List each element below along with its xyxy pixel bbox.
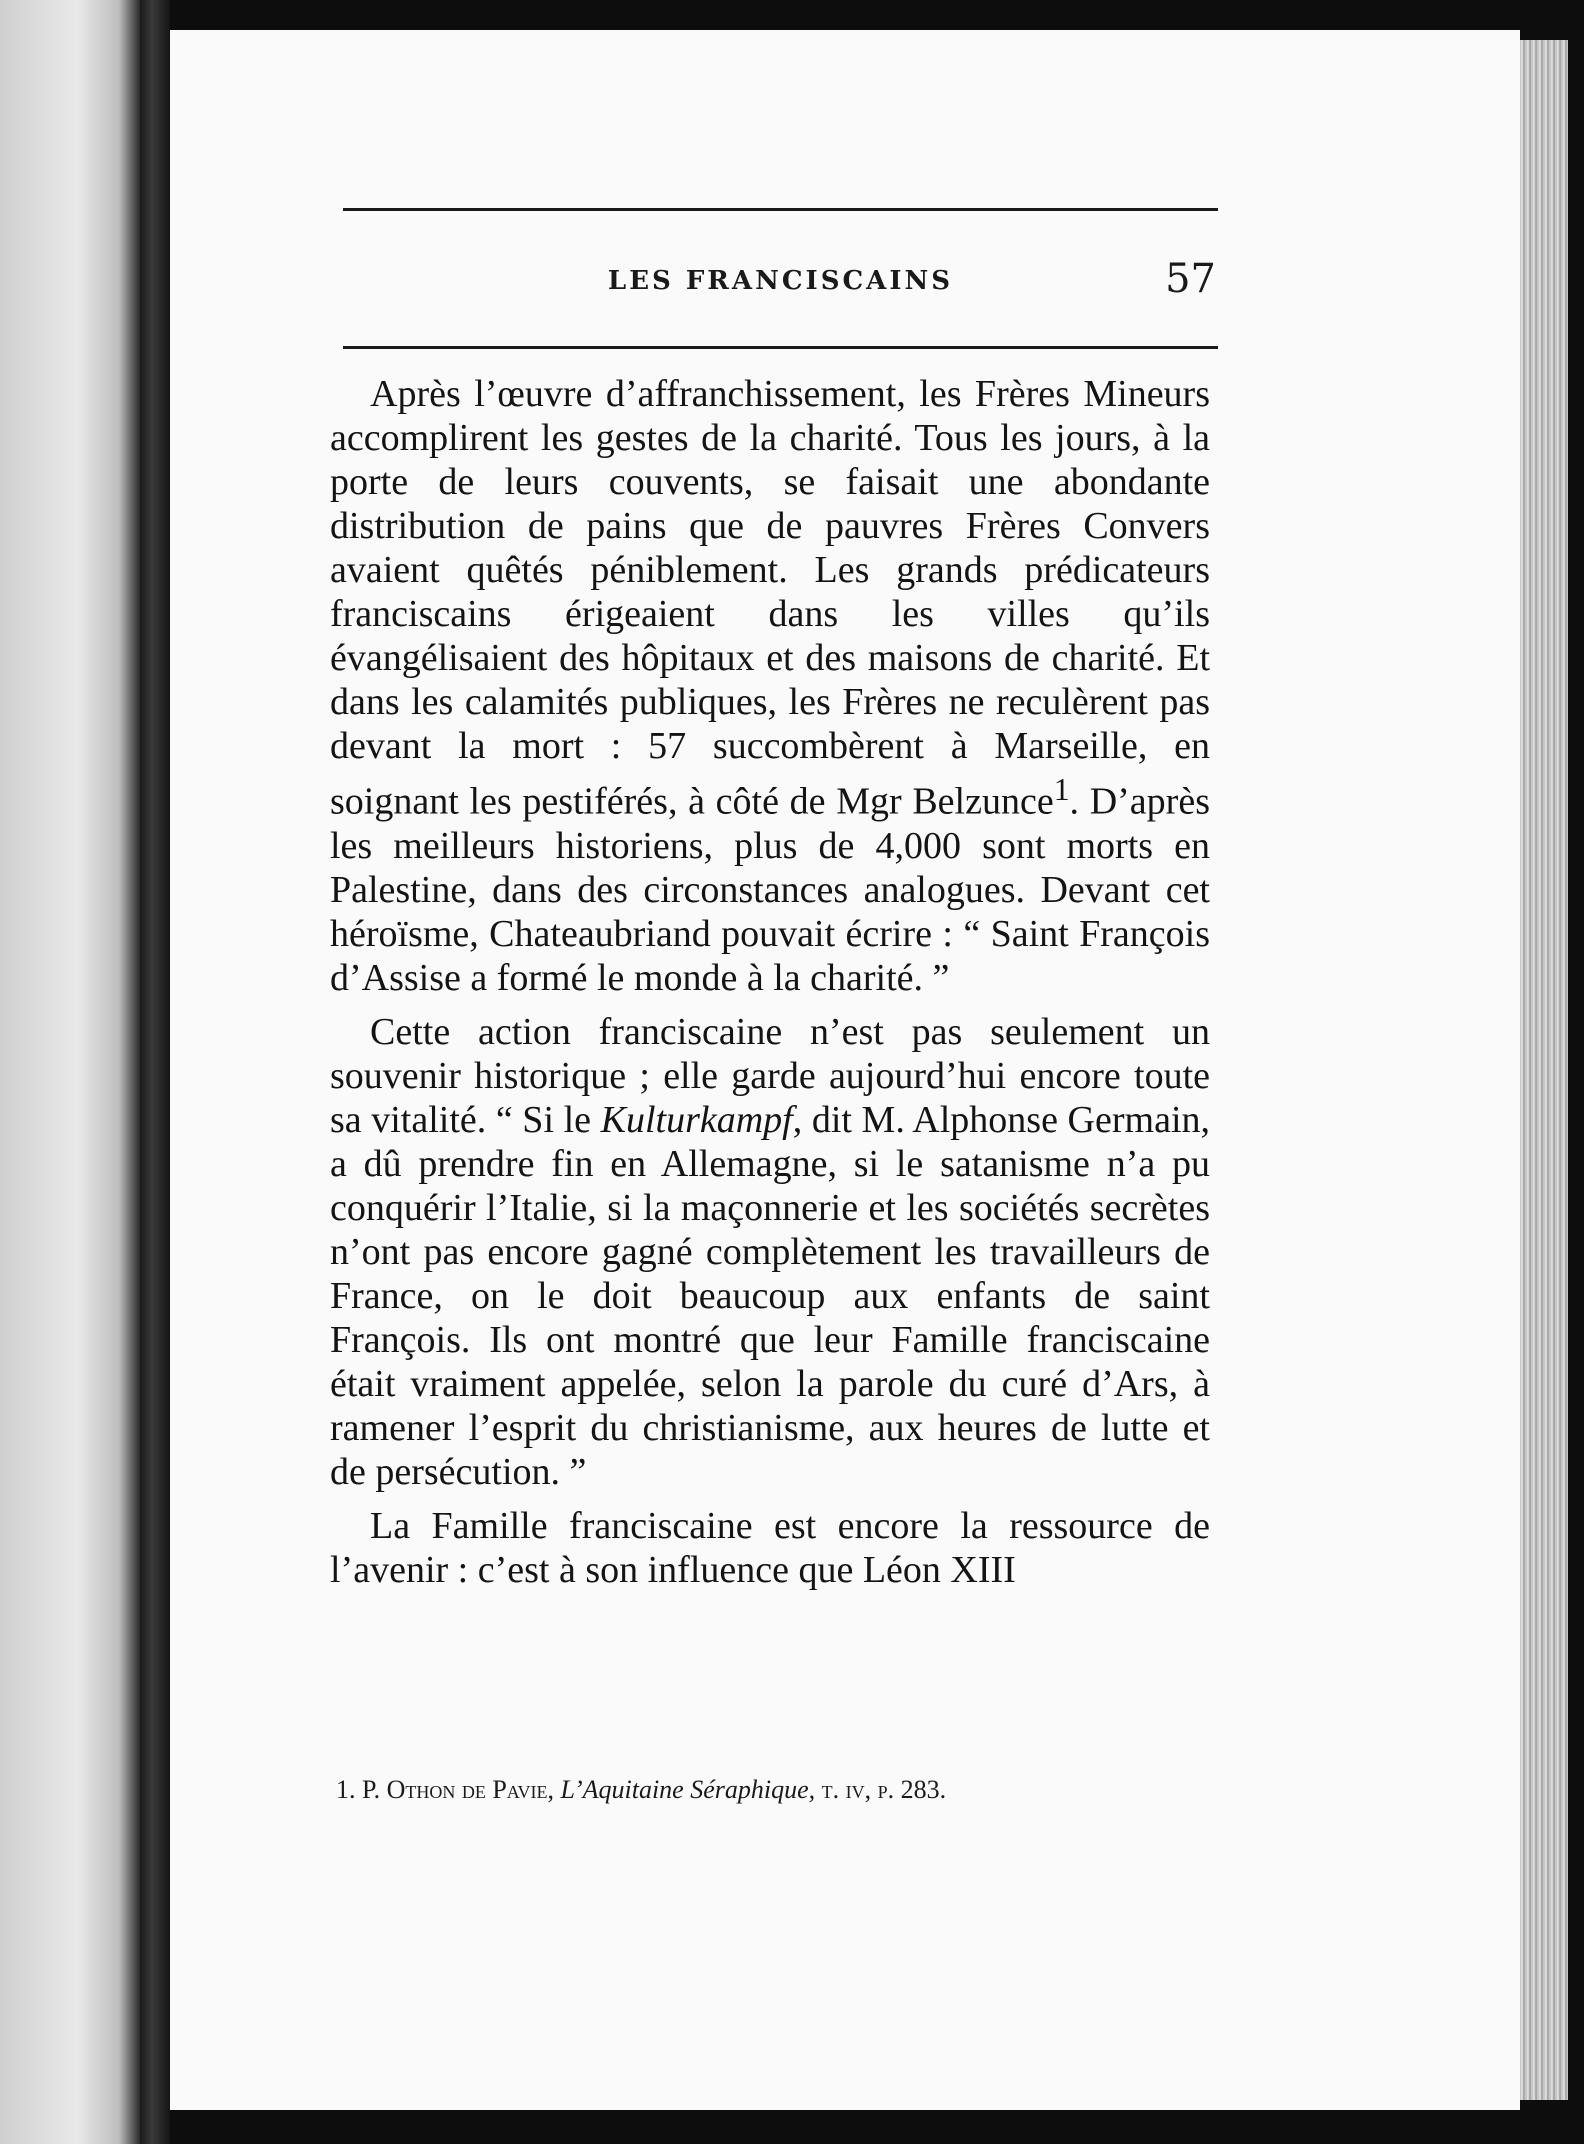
running-head bbox=[343, 208, 1218, 348]
body-text bbox=[330, 372, 1210, 1602]
paragraph-1-text-after: . D’après les meilleurs historiens, plus de 4,000 sont morts en Palestine, dans des circonstances analogues. Devant cet héroïsme, Chateaubriand pouvait écrire : “ Saint François d’Assise a formé le monde à la charité. ” bbox=[330, 780, 1210, 999]
page-number: 57 bbox=[1165, 256, 1216, 302]
facing-page-edge bbox=[0, 0, 140, 2144]
header-rule-top bbox=[343, 208, 1218, 211]
paragraph-2 bbox=[330, 1010, 1210, 1494]
paragraph-2-text-after: , dit M. Alphonse Germain, a dû prendre fin en Allemagne, si le satanisme n’a pu conquérir l’Italie, si la maçonnerie et les sociétés secrètes n’ont pas encore gagné complètement les travailleurs de France, on le doit beaucoup aux enfants de saint François. Ils ont montré que leur Famille franciscaine était vraiment appelée, selon la parole du curé d’Ars, à ramener l’esprit du christianisme, aux heures de lutte et de persécution. ” bbox=[330, 1098, 1211, 1493]
footnote-author: P. Othon de Pavie, bbox=[362, 1775, 554, 1804]
paragraph-1-text-before: Après l’œuvre d’affranchissement, les Frères Mineurs accomplirent les gestes de la charité. Tous les jours, à la porte de leurs couvents, se faisait une abondante distribution de pains que de pauvres Frères Convers avaient quêtés péniblement. Les grands prédicateurs franciscains érigeaient dans les villes qu’ils évangélisaient des hôpitaux et des maisons de charité. Et dans les calamités publiques, les Frères ne reculèrent pas devant la mort : 57 succombèrent à Marseille, en soignant les pestiférés, à côté de Mgr Belzunce bbox=[330, 373, 1210, 823]
paragraph-1 bbox=[330, 372, 1210, 1000]
header-rule-bottom bbox=[343, 346, 1218, 349]
running-head-title: LES FRANCISCAINS bbox=[607, 266, 954, 296]
footnote-location: t. iv, p. 283. bbox=[821, 1775, 947, 1804]
footnote-work: L’Aquitaine Séraphique, bbox=[560, 1775, 816, 1804]
paragraph-3-text: La Famille franciscaine est encore la ressource de l’avenir : c’est à son influence que Léon XIII bbox=[330, 1504, 1210, 1591]
page-block-edges bbox=[1520, 40, 1568, 2100]
book-gutter bbox=[140, 0, 170, 2144]
footnote bbox=[336, 1775, 1216, 1805]
paragraph-2-italic: Kulturkampf bbox=[600, 1098, 793, 1141]
paragraph-3 bbox=[330, 1504, 1210, 1592]
footnote-reference: 1 bbox=[1053, 772, 1070, 807]
footnote-number: 1. bbox=[336, 1775, 356, 1804]
paragraph-2-text-before: Cette action franciscaine n’est pas seulement un souvenir historique ; elle garde aujourd’hui encore toute sa vitalité. “ Si le bbox=[330, 1010, 1210, 1141]
